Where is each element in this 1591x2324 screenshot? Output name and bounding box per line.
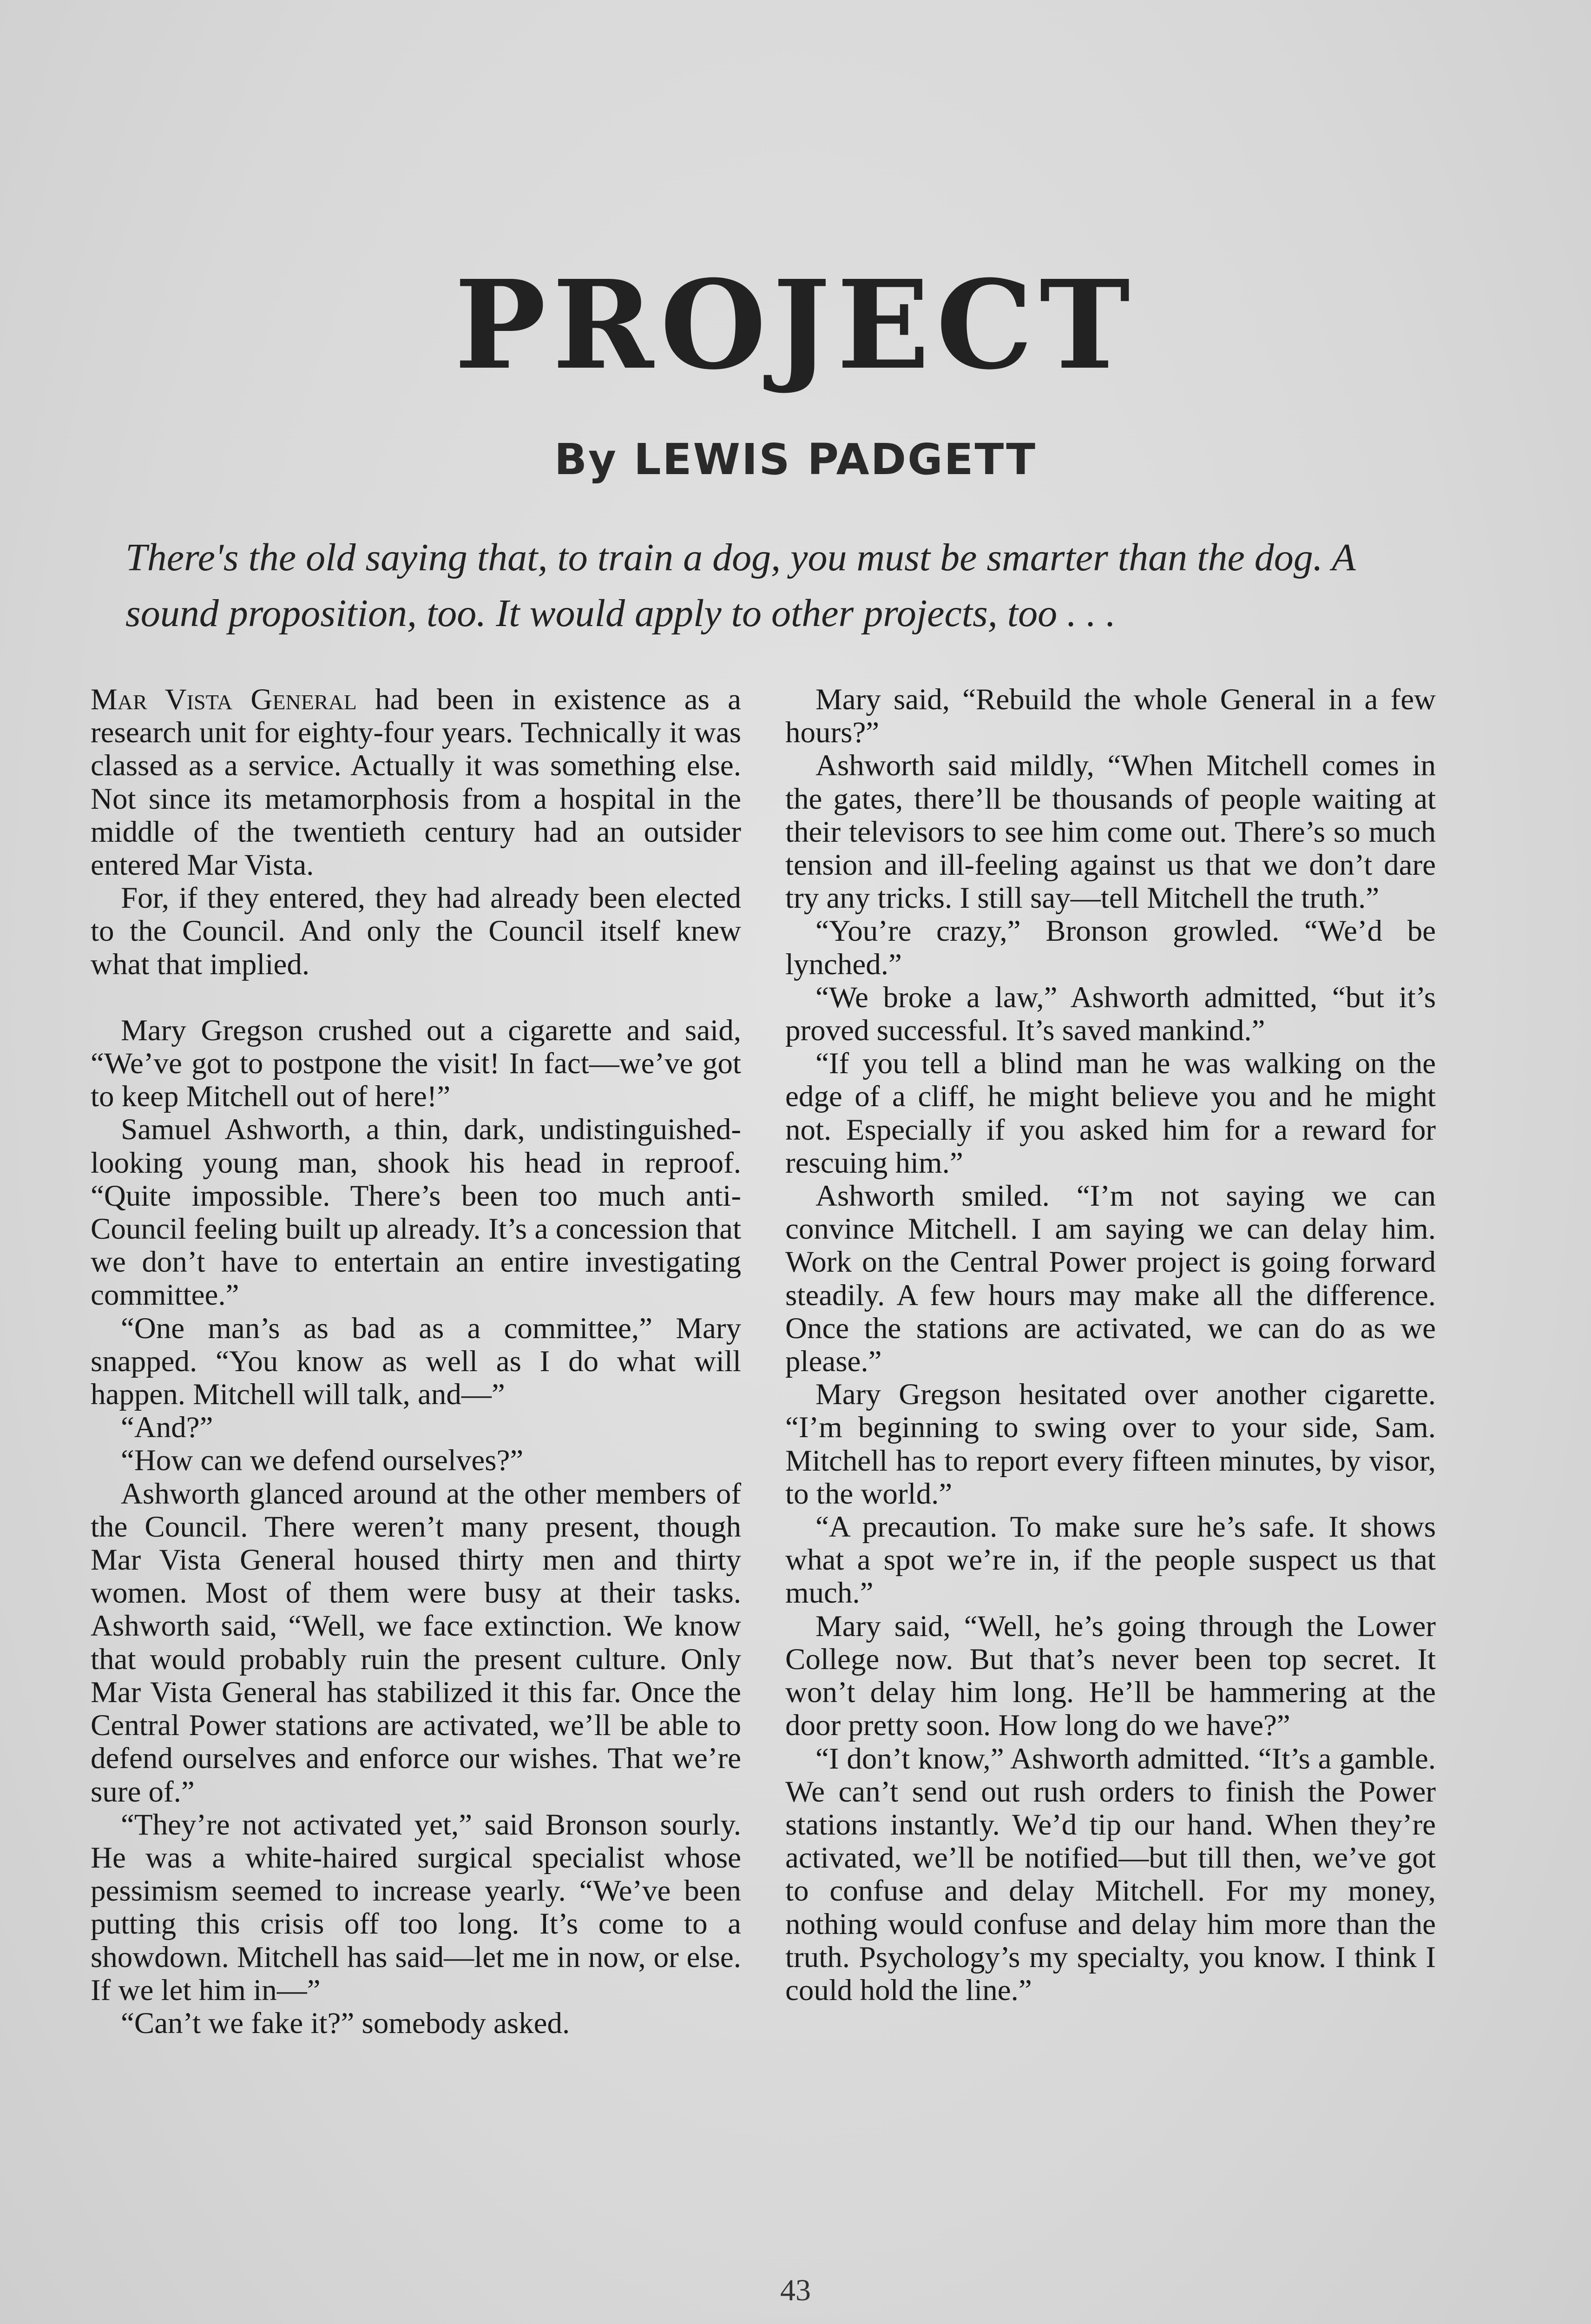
paragraph: Ashworth glanced around at the other members of the Council. There weren’t many present, though Mar Vista General housed thirty men and thirty women. Most of them were busy at their tasks. Ashworth said, “Well, we face extinction. We know that would probably ruin the present culture. Only Mar Vista General has stabilized it this far. Once the Central Power stations are activated, we’ll be able to defend ourselves and enforce our wishes. That we’re sure of.” (91, 1477, 741, 1809)
paragraph: “One man’s as bad as a committee,” Mary snapped. “You know as well as I do what will happen. Mitchell will talk, and—” (91, 1311, 741, 1412)
paragraph: For, if they entered, they had already been elected to the Council. And only the Council itself knew what that implied. (91, 881, 741, 981)
paragraph: “And?” (121, 1411, 213, 1445)
paragraph: Mary said, “Well, he’s going through the Lower College now. But that’s never been top secret. It won’t delay him long. He’ll be hammering at the door pretty soon. How long do we have?” (785, 1609, 1436, 1743)
paragraph: “Can’t we fake it?” somebody asked. (121, 2006, 570, 2040)
paragraph: “We broke a law,” Ashworth admitted, “but it’s proved successful. It’s saved mankind.” (785, 980, 1436, 1048)
paragraph: “A precaution. To make sure he’s safe. It shows what a spot we’re in, if the people suspect us that much.” (785, 1510, 1436, 1610)
paragraph: Mary said, “Rebuild the whole General in a few hours?” (785, 683, 1436, 750)
paragraph: Ashworth smiled. “I’m not saying we can convince Mitchell. I am saying we can delay him. Work on the Central Power project is going forward steadily. A few hours may make all the difference. Once the stations are activated, we can do as we please.” (785, 1179, 1436, 1379)
paragraph: “You’re crazy,” Bronson growled. “We’d be lynched.” (785, 914, 1436, 981)
story-intro-blurb: There's the old saying that, to train a dog, you must be smarter than the dog. A sound proposition, too. It would apply to other projects, too . . . (125, 536, 1355, 635)
paragraph: Ashworth said mildly, “When Mitchell comes in the gates, there’ll be thousands of people waiting at their televisors to see him come out. There’s so much tension and ill-feeling against us that we don’t dare try any tricks. I still say—tell Mitchell the truth.” (785, 749, 1436, 915)
paragraph: “How can we defend ourselves?” (121, 1444, 524, 1478)
author-byline: By LEWIS PADGETT (554, 435, 1037, 484)
paragraph: Mary Gregson crushed out a cigarette and said, “We’ve got to postpone the visit! In fact—we’ve got to keep Mitchell out of here!” (91, 1013, 741, 1114)
page-number: 43 (780, 2273, 811, 2307)
opening-small-caps: Mar Vista General (91, 683, 357, 716)
left-text-column (91, 683, 741, 2040)
story-title: PROJECT (454, 253, 1137, 396)
paragraph: Mary Gregson hesitated over another cigarette. “I’m beginning to swing over to your side, Sam. Mitchell has to report every fifteen minutes, by visor, to the world.” (785, 1378, 1436, 1511)
paragraph: “They’re not activated yet,” said Bronson sourly. He was a white-haired surgical specialist whose pessimism seemed to increase yearly. “We’ve been putting this crisis off too long. It’s come to a showdown. Mitchell has said—let me in now, or else. If we let him in—” (91, 1808, 741, 2007)
opening-paragraph-text: had been in existence as a research unit for eighty-four years. Technically it was classed as a service. Actually it was something else. Not since its metamorphosis from a hospital in the middle of the twentieth century had an outsider entered Mar Vista. (91, 683, 742, 882)
paragraph: Samuel Ashworth, a thin, dark, undistinguished-looking young man, shook his head in reproof. “Quite impossible. There’s been too much anti-Council feeling built up already. It’s a concession that we don’t have to entertain an entire investigating committee.” (91, 1113, 741, 1312)
paragraph: “If you tell a blind man he was walking on the edge of a cliff, he might believe you and he might not. Especially if you asked him for a reward for rescuing him.” (785, 1047, 1436, 1180)
opening-paragraph (91, 683, 741, 882)
right-text-column (785, 683, 1436, 2007)
paragraph: “I don’t know,” Ashworth admitted. “It’s a gamble. We can’t send out rush orders to finish the Power stations instantly. We’d tip our hand. When they’re activated, we’ll be notified—but till then, we’ve got to confuse and delay Mitchell. For my money, nothing would confuse and delay him more than the truth. Psychology’s my specialty, you know. I think I could hold the line.” (785, 1742, 1436, 2007)
